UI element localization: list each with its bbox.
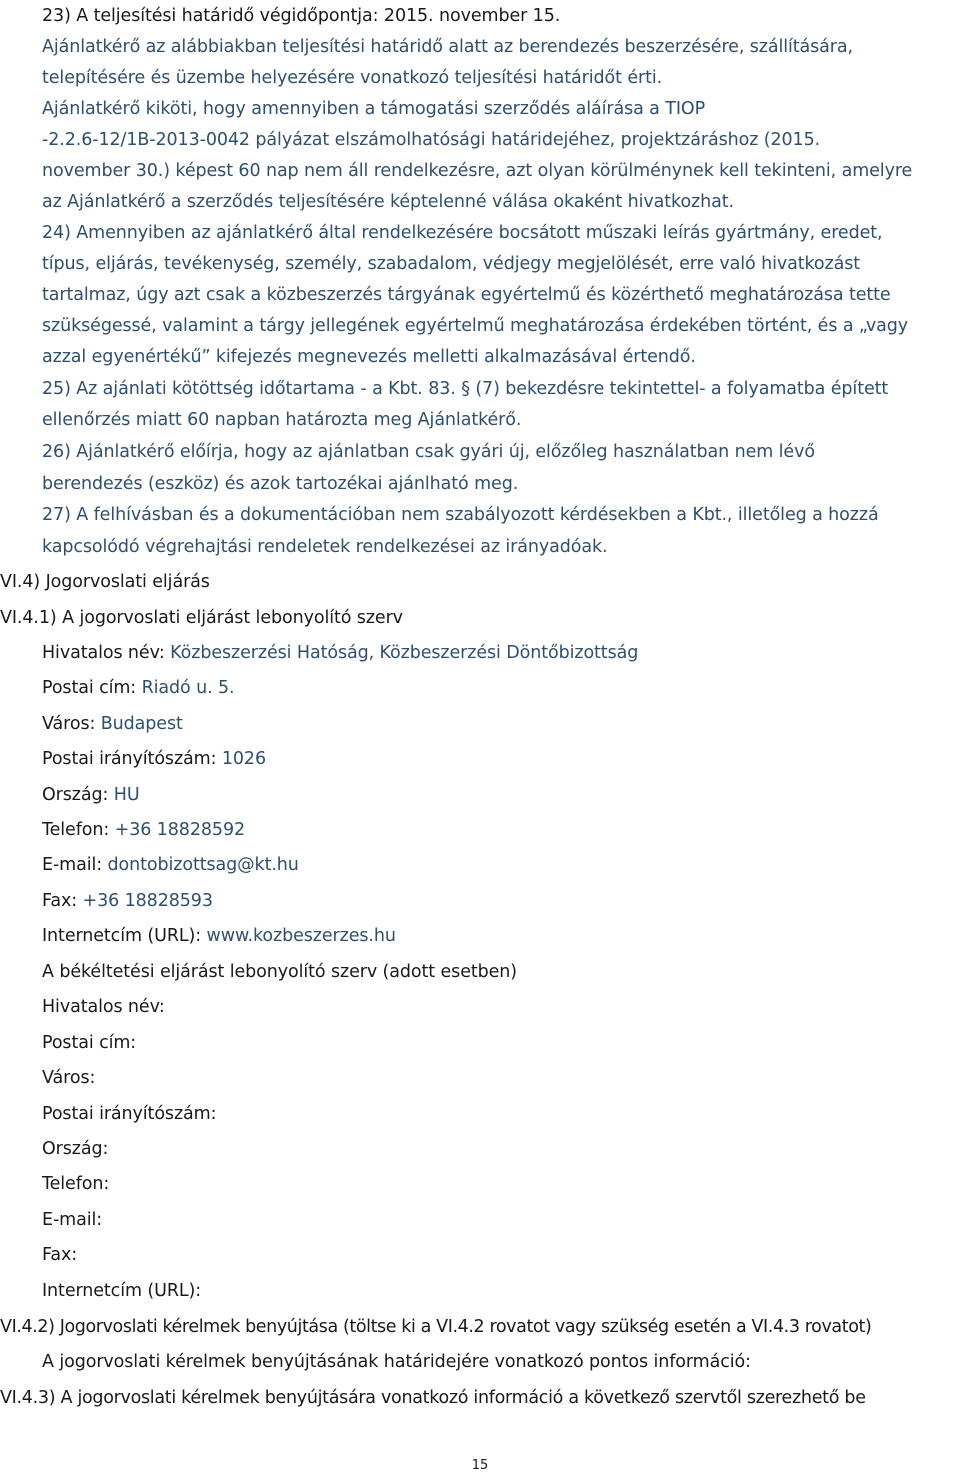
item-23-line-1: Ajánlatkérő az alábbiakban teljesítési határidő alatt az berendezés beszerzésére, szállítására,: [42, 37, 853, 57]
review-body-name: Hivatalos név: Közbeszerzési Hatóság, Közbeszerzési Döntőbizottság: [42, 643, 639, 663]
item-26-line-2: berendezés (eszköz) és azok tartozékai ajánlható meg.: [42, 474, 519, 494]
item-23-line-4: -2.2.6-12/1B-2013-0042 pályázat elszámolhatósági határidejéhez, projektzáráshoz (2015.: [42, 130, 821, 150]
item-27-line-1: 27) A felhívásban és a dokumentációban nem szabályozott kérdésekben a Kbt., illetőleg a hozzá: [42, 505, 879, 525]
item-24-line-5: azzal egyenértékű” kifejezés megnevezés melletti alkalmazásával értendő.: [42, 347, 696, 367]
mediation-body-url: Internetcím (URL):: [42, 1281, 202, 1301]
section-vi4-heading: VI.4) Jogorvoslati eljárás: [0, 572, 210, 592]
mediation-body-heading: A békéltetési eljárást lebonyolító szerv (adott esetben): [42, 962, 518, 982]
mediation-body-country: Ország:: [42, 1139, 109, 1159]
review-body-country: Ország: HU: [42, 785, 140, 805]
review-body-url: Internetcím (URL): www.kozbeszerzes.hu: [42, 926, 396, 946]
section-vi41-heading: VI.4.1) A jogorvoslati eljárást lebonyolító szerv: [0, 608, 403, 628]
item-23-line-2: telepítésére és üzembe helyezésére vonatkozó teljesítési határidőt érti.: [42, 68, 663, 88]
item-23-line-5: november 30.) képest 60 nap nem áll rendelkezésre, azt olyan körülménynek kell tekinteni, amelyre: [42, 161, 913, 181]
item-27-line-2: kapcsolódó végrehajtási rendeletek rendelkezései az irányadóak.: [42, 537, 608, 557]
mediation-body-name: Hivatalos név:: [42, 997, 165, 1017]
review-body-fax: Fax: +36 18828593: [42, 891, 213, 911]
section-vi42-heading: VI.4.2) Jogorvoslati kérelmek benyújtása (töltse ki a VI.4.2 rovatot vagy szükség esetén a VI.4.3 rovatot): [0, 1317, 872, 1337]
page-number: 15: [471, 1458, 489, 1473]
item-24-line-1: 24) Amennyiben az ajánlatkérő által rendelkezésére bocsátott műszaki leírás gyártmány, eredet,: [42, 223, 883, 243]
item-25-line-1: 25) Az ajánlati kötöttség időtartama - a Kbt. 83. § (7) bekezdésre tekintettel- a folyamatba épített: [42, 379, 889, 399]
review-body-zip: Postai irányítószám: 1026: [42, 749, 266, 769]
item-25-line-2: ellenőrzés miatt 60 napban határozta meg Ajánlatkérő.: [42, 410, 522, 430]
item-23-line-3: Ajánlatkérő kiköti, hogy amennyiben a támogatási szerződés aláírása a TIOP: [42, 99, 706, 119]
review-body-address: Postai cím: Riadó u. 5.: [42, 678, 235, 698]
mediation-body-zip: Postai irányítószám:: [42, 1104, 217, 1124]
review-body-city: Város: Budapest: [42, 714, 183, 734]
item-23-title: 23) A teljesítési határidő végidőpontja: 2015. november 15.: [42, 6, 561, 26]
mediation-body-address: Postai cím:: [42, 1033, 137, 1053]
mediation-body-phone: Telefon:: [42, 1174, 110, 1194]
item-24-line-4: szükségessé, valamint a tárgy jellegének egyértelmű meghatározása érdekében történt, és a „vagy: [42, 316, 909, 336]
section-vi42-info: A jogorvoslati kérelmek benyújtásának határidejére vonatkozó pontos információ:: [42, 1352, 751, 1372]
review-body-email: E-mail: dontobizottsag@kt.hu: [42, 855, 299, 875]
mediation-body-email: E-mail:: [42, 1210, 103, 1230]
mediation-body-city: Város:: [42, 1068, 96, 1088]
item-24-line-2: típus, eljárás, tevékenység, személy, szabadalom, védjegy megjelölését, erre való hivatkozást: [42, 254, 861, 274]
section-vi43-heading: VI.4.3) A jogorvoslati kérelmek benyújtására vonatkozó információ a következő szervtől szerezhető be: [0, 1388, 866, 1408]
item-23-line-6: az Ajánlatkérő a szerződés teljesítésére képtelenné válása okaként hivatkozhat.: [42, 192, 734, 212]
item-26-line-1: 26) Ajánlatkérő előírja, hogy az ajánlatban csak gyári új, előzőleg használatban nem lévő: [42, 442, 815, 462]
item-24-line-3: tartalmaz, úgy azt csak a közbeszerzés tárgyának egyértelmű és közérthető meghatározása tette: [42, 285, 891, 305]
review-body-phone: Telefon: +36 18828592: [42, 820, 246, 840]
mediation-body-fax: Fax:: [42, 1245, 78, 1265]
